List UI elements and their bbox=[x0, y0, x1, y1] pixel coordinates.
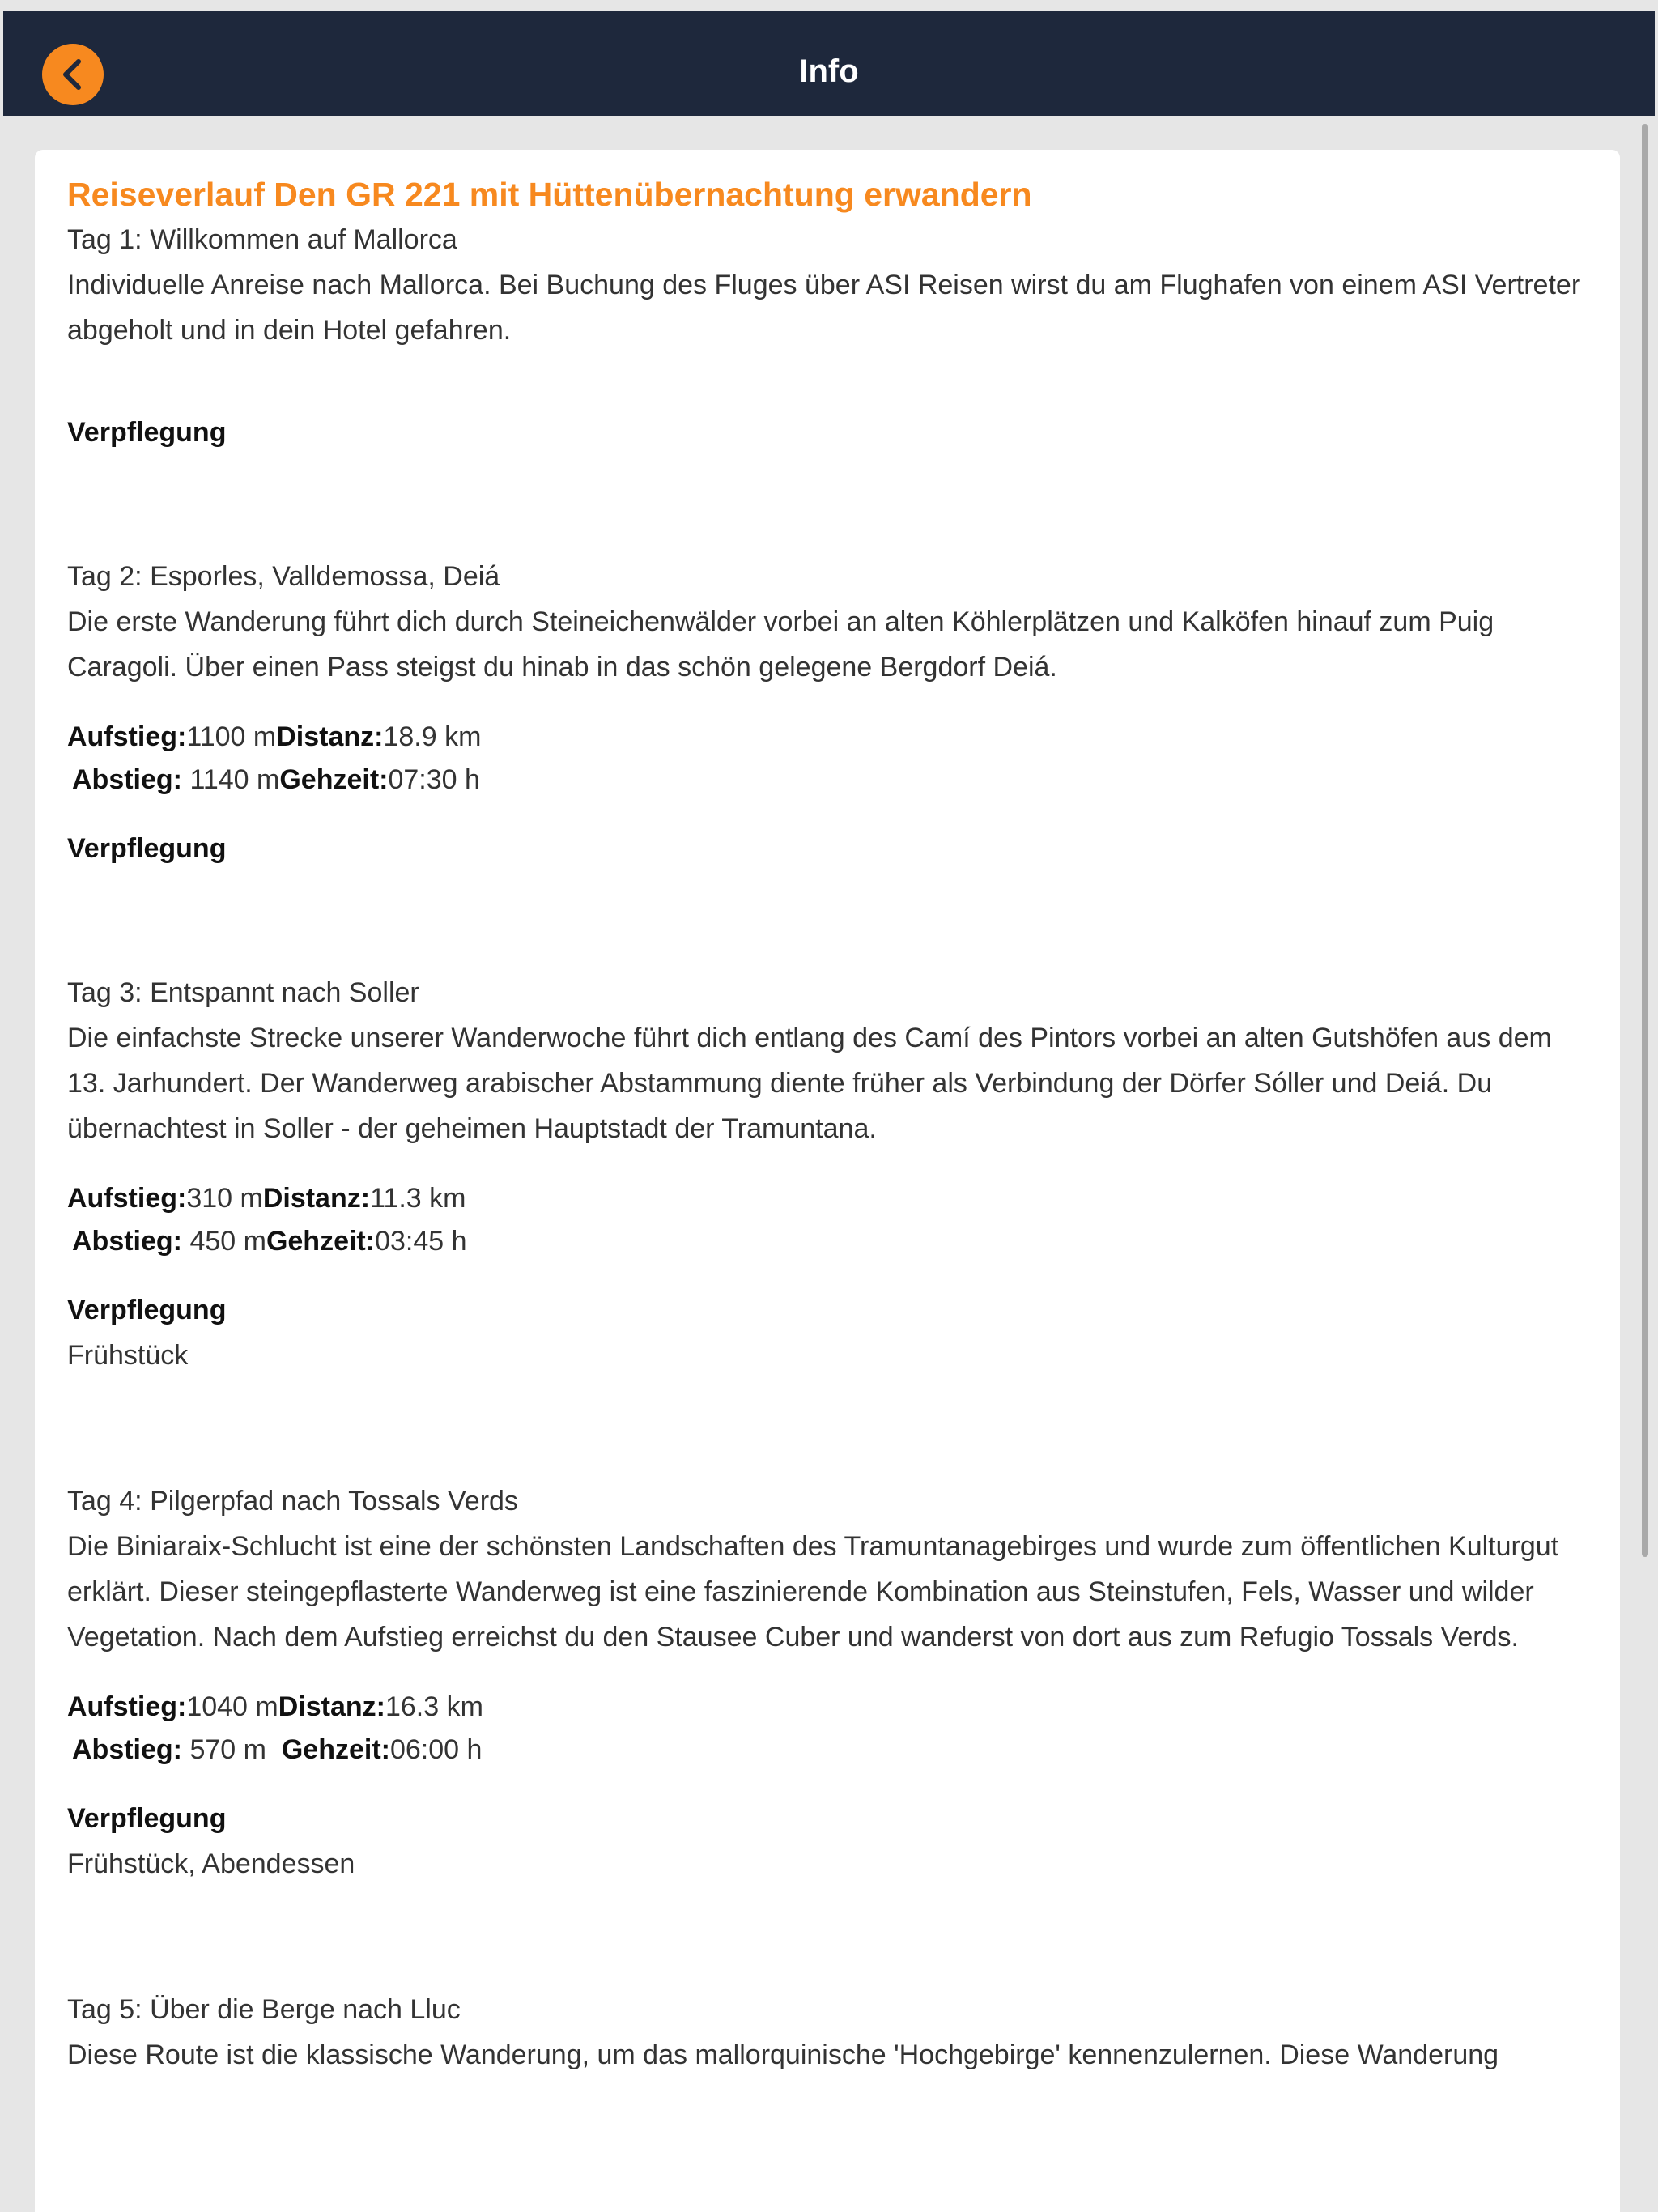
day-description: Diese Route ist die klassische Wanderung, um das mallorquinische 'Hochgebirge' kennenzulernen. Diese Wanderung bbox=[67, 2040, 1499, 2070]
meals-label: Verpflegung bbox=[67, 1803, 227, 1834]
ascent-label: Aufstieg: bbox=[67, 721, 187, 752]
day-title: Tag 5: Über die Berge nach Lluc bbox=[67, 1994, 461, 2025]
day-section bbox=[67, 554, 1588, 917]
walking-time-label: Gehzeit: bbox=[279, 764, 389, 795]
descent-value: 1140 m bbox=[189, 764, 280, 795]
walking-time-value: 03:45 h bbox=[375, 1226, 467, 1257]
distance-label: Distanz: bbox=[278, 1691, 385, 1722]
page-title: Info bbox=[799, 53, 859, 89]
descent-value: 450 m bbox=[189, 1226, 266, 1257]
meals-label: Verpflegung bbox=[67, 1295, 227, 1325]
day-title: Tag 1: Willkommen auf Mallorca bbox=[67, 224, 457, 255]
scrollbar[interactable] bbox=[1642, 124, 1648, 1557]
stats-row bbox=[67, 1177, 1588, 1220]
stats-row bbox=[67, 1729, 1588, 1772]
distance-label: Distanz: bbox=[276, 721, 384, 752]
meals-value: Frühstück bbox=[67, 1340, 189, 1371]
day-section bbox=[67, 1478, 1588, 1887]
day-stats bbox=[67, 1686, 1588, 1772]
descent-label: Abstieg: bbox=[72, 764, 182, 795]
day-title: Tag 4: Pilgerpfad nach Tossals Verds bbox=[67, 1486, 518, 1516]
day-description: Die Biniaraix-Schlucht ist eine der schönsten Landschaften des Tramuntanagebirges und wurde zum öffentlichen Kulturgut erklärt. Dieser steingepflasterte Wanderweg ist eine faszinierende Kombination aus Steinstufen, Fels, Wasser und wilder Vegetation. Nach dem Aufstieg erreichst du den Stausee Cuber und wanderst von dort aus zum Refugio Tossals Verds. bbox=[67, 1531, 1559, 1653]
meals-value bbox=[67, 871, 1588, 917]
itinerary-title: Reiseverlauf Den GR 221 mit Hüttenübernachtung erwandern bbox=[67, 176, 1032, 213]
day-stats bbox=[67, 1177, 1588, 1263]
day-section bbox=[67, 217, 1588, 500]
stats-row bbox=[67, 716, 1588, 759]
day-title: Tag 3: Entspannt nach Soller bbox=[67, 977, 419, 1008]
walking-time-label: Gehzeit: bbox=[266, 1226, 376, 1257]
walking-time-value: 06:00 h bbox=[389, 1734, 483, 1765]
walking-time-value: 07:30 h bbox=[388, 764, 480, 795]
ascent-value: 310 m bbox=[186, 1183, 263, 1214]
day-title: Tag 2: Esporles, Valldemossa, Deiá bbox=[67, 561, 500, 592]
descent-label: Abstieg: bbox=[72, 1734, 182, 1765]
stats-row bbox=[67, 1686, 1588, 1729]
stats-row bbox=[67, 759, 1588, 802]
distance-value: 16.3 km bbox=[385, 1691, 483, 1722]
day-description: Individuelle Anreise nach Mallorca. Bei Buchung des Fluges über ASI Reisen wirst du am Flughafen von einem ASI Vertreter abgeholt und in dein Hotel gefahren. bbox=[67, 270, 1581, 346]
ascent-value: 1100 m bbox=[186, 721, 277, 752]
meals-value: Frühstück, Abendessen bbox=[67, 1848, 355, 1879]
day-section bbox=[67, 1987, 1588, 2078]
day-description: Die einfachste Strecke unserer Wanderwoche führt dich entlang des Camí des Pintors vorbei an alten Gutshöfen aus dem 13. Jarhundert. Der Wanderweg arabischer Abstammung diente früher als Verbindung der Dörfer Sóller und Deiá. Du übernachtest in Soller - der geheimen Hauptstadt der Tramuntana. bbox=[67, 1023, 1552, 1144]
itinerary-card bbox=[35, 150, 1620, 2212]
meals-label: Verpflegung bbox=[67, 417, 227, 448]
content-scroll-area[interactable] bbox=[0, 116, 1658, 2212]
ascent-label: Aufstieg: bbox=[67, 1183, 187, 1214]
day-description: Die erste Wanderung führt dich durch Steineichenwälder vorbei an alten Köhlerplätzen und Kalköfen hinauf zum Puig Caragoli. Über einen Pass steigst du hinab in das schön gelegene Bergdorf Deiá. bbox=[67, 606, 1494, 683]
descent-value: 570 m bbox=[189, 1734, 266, 1765]
distance-label: Distanz: bbox=[262, 1183, 371, 1214]
stats-row bbox=[67, 1220, 1588, 1263]
day-stats bbox=[67, 716, 1588, 802]
distance-value: 18.9 km bbox=[383, 721, 482, 752]
day-section bbox=[67, 970, 1588, 1378]
ascent-value: 1040 m bbox=[186, 1691, 278, 1722]
ascent-label: Aufstieg: bbox=[67, 1691, 187, 1722]
itinerary-content bbox=[67, 217, 1588, 2078]
meals-value bbox=[67, 455, 1588, 500]
distance-value: 11.3 km bbox=[370, 1183, 466, 1214]
meals-label: Verpflegung bbox=[67, 833, 227, 864]
top-navigation-bar bbox=[3, 11, 1655, 116]
walking-time-label: Gehzeit: bbox=[281, 1734, 390, 1765]
descent-label: Abstieg: bbox=[72, 1226, 182, 1257]
